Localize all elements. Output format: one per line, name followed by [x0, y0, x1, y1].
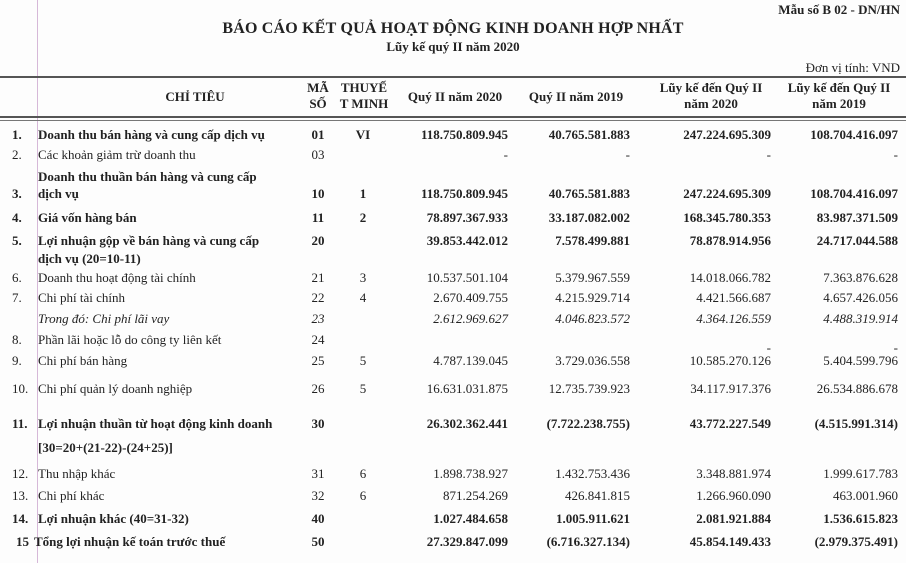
header-ytd-2020-line2: năm 2020: [684, 96, 738, 111]
header-code: [300, 80, 336, 112]
header-ytd-2020-line1: Lũy kế đến Quý II: [659, 80, 763, 95]
header-bottom-rule-2: [0, 120, 906, 121]
form-code: Mẫu số B 02 - DN/HN: [778, 2, 900, 17]
header-ytd-2019: [772, 80, 906, 112]
currency-unit: Đơn vị tính: VND: [805, 60, 900, 75]
header-ytd-2019-line1: Lũy kế đến Quý II: [787, 80, 891, 95]
header-ytd-2019-line2: năm 2019: [812, 96, 866, 111]
header-bottom-rule: [0, 116, 906, 118]
header-code-line2: SỐ: [309, 96, 327, 111]
report-subtitle: Lũy kế quý II năm 2020: [386, 39, 520, 54]
report-title: BÁO CÁO KẾT QUẢ HOẠT ĐỘNG KINH DOANH HỢP NHẤT: [222, 20, 684, 37]
header-ytd-2020: [644, 80, 778, 112]
header-code-line1: MÃ: [307, 80, 329, 95]
header-note: [338, 80, 390, 112]
header-top-rule: [0, 76, 906, 78]
header-q2-2019: Quý II năm 2019: [528, 89, 624, 104]
header-q2-2020: Quý II năm 2020: [407, 89, 503, 104]
header-note-line2: T MINH: [339, 96, 389, 111]
header-note-line1: THUYẾ: [340, 80, 388, 95]
header-indicator: CHỈ TIÊU: [165, 89, 225, 104]
